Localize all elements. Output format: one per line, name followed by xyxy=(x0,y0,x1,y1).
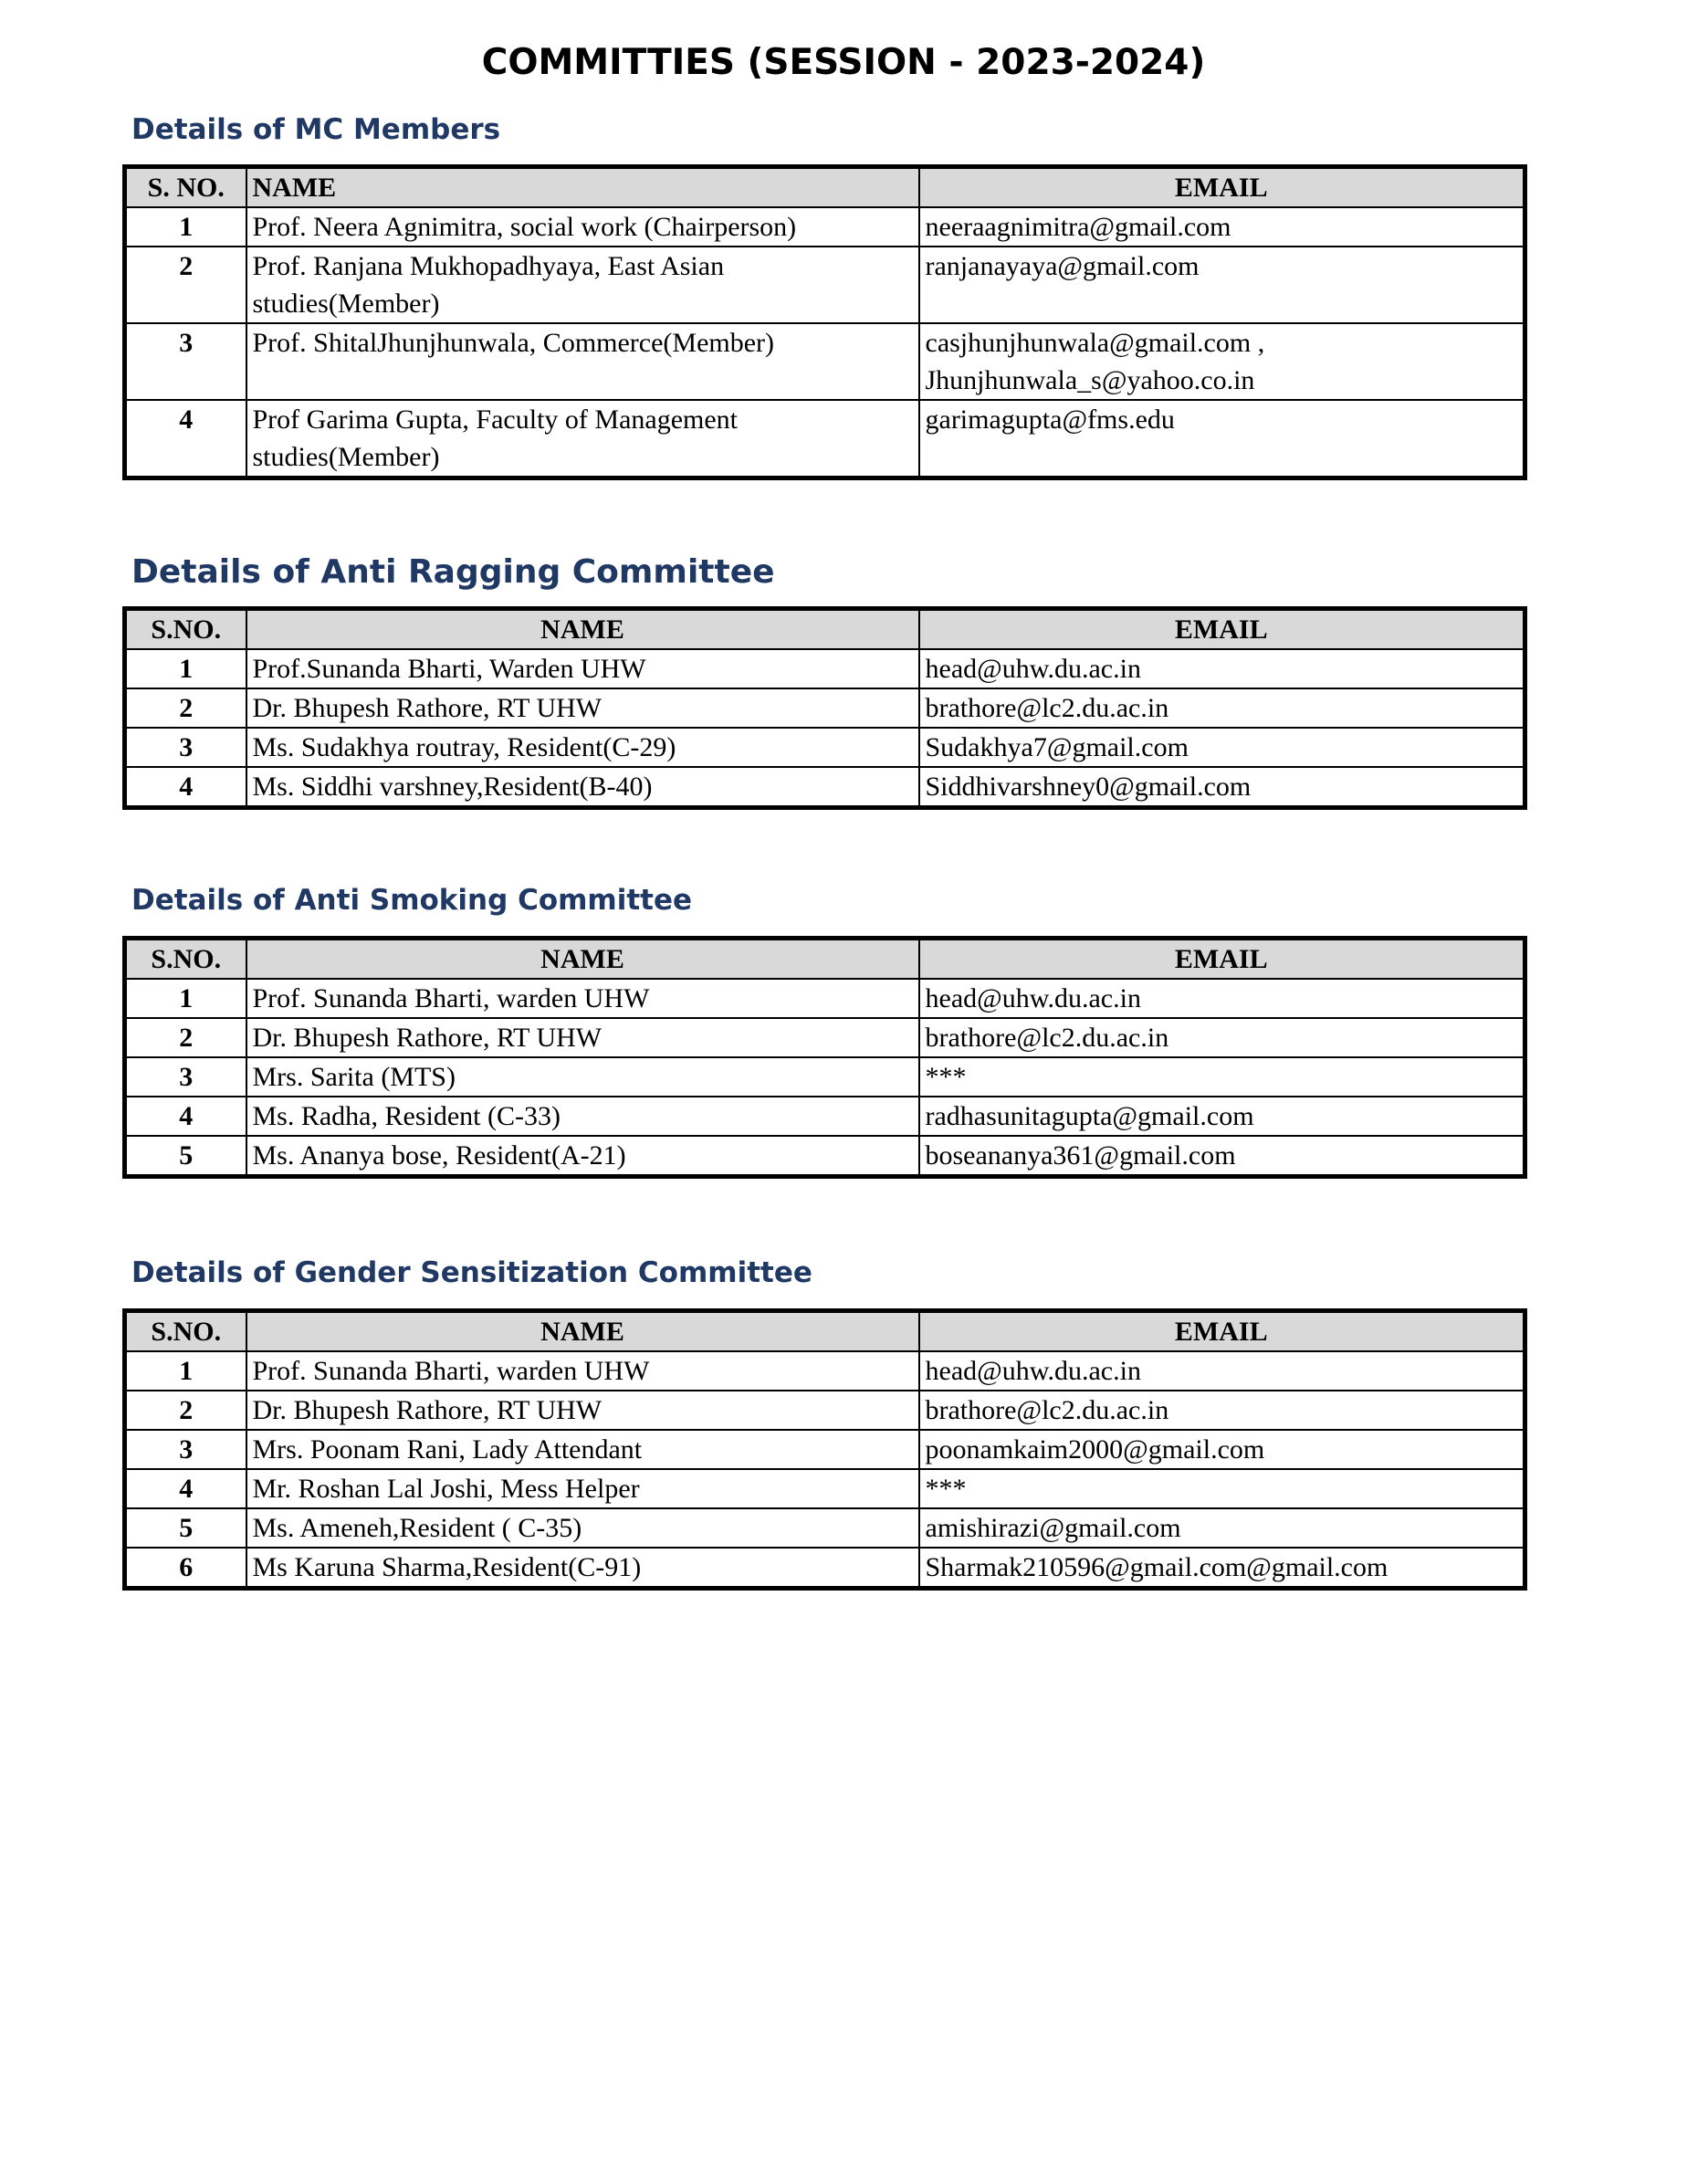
column-header-sno: S.NO. xyxy=(125,609,246,650)
name-cell: Mrs. Poonam Rani, Lady Attendant xyxy=(246,1430,919,1469)
name-cell: Ms. Ameneh,Resident ( C-35) xyxy=(246,1508,919,1548)
mc-members-heading: Details of MC Members xyxy=(131,113,501,146)
sno-cell: 2 xyxy=(125,1018,246,1057)
table-row xyxy=(125,1430,1525,1469)
sno-cell: 1 xyxy=(125,207,246,247)
sno-cell: 2 xyxy=(125,1391,246,1430)
sno-cell: 6 xyxy=(125,1548,246,1589)
column-header-name: NAME xyxy=(246,167,919,208)
name-cell: Prof. Ranjana Mukhopadhyaya, East Asian studies(Member) xyxy=(246,247,919,323)
sno-cell: 5 xyxy=(125,1508,246,1548)
column-header-email: EMAIL xyxy=(919,939,1525,980)
column-header-email: EMAIL xyxy=(919,609,1525,650)
name-cell: Dr. Bhupesh Rathore, RT UHW xyxy=(246,1391,919,1430)
table-row xyxy=(125,1351,1525,1391)
name-cell: Ms. Ananya bose, Resident(A-21) xyxy=(246,1136,919,1177)
name-cell: Prof Garima Gupta, Faculty of Management studies(Member) xyxy=(246,400,919,478)
sno-cell: 1 xyxy=(125,979,246,1018)
sno-cell: 3 xyxy=(125,728,246,767)
sno-cell: 1 xyxy=(125,649,246,688)
table-row xyxy=(125,1136,1525,1177)
email-cell: Sudakhya7@gmail.com xyxy=(919,728,1525,767)
sno-cell: 3 xyxy=(125,1057,246,1097)
name-cell: Dr. Bhupesh Rathore, RT UHW xyxy=(246,688,919,728)
name-cell: Mr. Roshan Lal Joshi, Mess Helper xyxy=(246,1469,919,1508)
anti-ragging-table xyxy=(122,606,1527,810)
column-header-sno: S.NO. xyxy=(125,939,246,980)
column-header-email: EMAIL xyxy=(919,1311,1525,1352)
anti-smoking-table xyxy=(122,936,1527,1179)
gender-sensitization-table xyxy=(122,1308,1527,1591)
name-cell: Ms. Siddhi varshney,Resident(B-40) xyxy=(246,767,919,808)
column-header-email: EMAIL xyxy=(919,167,1525,208)
table-row xyxy=(125,1469,1525,1508)
sno-cell: 4 xyxy=(125,767,246,808)
gender-sensitization-heading: Details of Gender Sensitization Committee xyxy=(131,1256,812,1289)
name-cell: Prof. ShitalJhunjhunwala, Commerce(Member) xyxy=(246,323,919,400)
table-row xyxy=(125,1508,1525,1548)
sno-cell: 3 xyxy=(125,1430,246,1469)
sno-cell: 3 xyxy=(125,323,246,400)
anti-ragging-heading: Details of Anti Ragging Committee xyxy=(131,553,775,591)
column-header-name: NAME xyxy=(246,939,919,980)
sno-cell: 2 xyxy=(125,247,246,323)
name-cell: Ms Karuna Sharma,Resident(C-91) xyxy=(246,1548,919,1589)
table-row xyxy=(125,247,1525,323)
email-cell: amishirazi@gmail.com xyxy=(919,1508,1525,1548)
sno-cell: 1 xyxy=(125,1351,246,1391)
page-title: COMMITTIES (SESSION - 2023-2024) xyxy=(481,42,1206,83)
column-header-sno: S. NO. xyxy=(125,167,246,208)
sno-cell: 4 xyxy=(125,1469,246,1508)
name-cell: Dr. Bhupesh Rathore, RT UHW xyxy=(246,1018,919,1057)
table-row xyxy=(125,1057,1525,1097)
sno-cell: 2 xyxy=(125,688,246,728)
column-header-name: NAME xyxy=(246,609,919,650)
email-cell: neeraagnimitra@gmail.com xyxy=(919,207,1525,247)
email-cell: head@uhw.du.ac.in xyxy=(919,649,1525,688)
table-row xyxy=(125,688,1525,728)
table-row xyxy=(125,207,1525,247)
table-header-row xyxy=(125,939,1525,980)
name-cell: Ms. Sudakhya routray, Resident(C-29) xyxy=(246,728,919,767)
name-cell: Prof. Sunanda Bharti, warden UHW xyxy=(246,1351,919,1391)
table-row xyxy=(125,728,1525,767)
email-cell: ranjanayaya@gmail.com xyxy=(919,247,1525,323)
table-row xyxy=(125,323,1525,400)
column-header-sno: S.NO. xyxy=(125,1311,246,1352)
email-cell: *** xyxy=(919,1469,1525,1508)
email-cell: brathore@lc2.du.ac.in xyxy=(919,688,1525,728)
table-row xyxy=(125,979,1525,1018)
email-cell: brathore@lc2.du.ac.in xyxy=(919,1391,1525,1430)
email-cell: Siddhivarshney0@gmail.com xyxy=(919,767,1525,808)
email-cell: radhasunitagupta@gmail.com xyxy=(919,1097,1525,1136)
email-cell: *** xyxy=(919,1057,1525,1097)
table-header-row xyxy=(125,609,1525,650)
table-header-row xyxy=(125,1311,1525,1352)
name-cell: Prof.Sunanda Bharti, Warden UHW xyxy=(246,649,919,688)
email-cell: head@uhw.du.ac.in xyxy=(919,1351,1525,1391)
mc-members-table xyxy=(122,164,1527,480)
sno-cell: 5 xyxy=(125,1136,246,1177)
sno-cell: 4 xyxy=(125,400,246,478)
email-cell: boseananya361@gmail.com xyxy=(919,1136,1525,1177)
anti-smoking-heading: Details of Anti Smoking Committee xyxy=(131,884,693,917)
table-row xyxy=(125,1548,1525,1589)
email-cell: head@uhw.du.ac.in xyxy=(919,979,1525,1018)
table-row xyxy=(125,400,1525,478)
table-row xyxy=(125,1097,1525,1136)
name-cell: Ms. Radha, Resident (C-33) xyxy=(246,1097,919,1136)
table-row xyxy=(125,1391,1525,1430)
name-cell: Prof. Neera Agnimitra, social work (Chairperson) xyxy=(246,207,919,247)
column-header-name: NAME xyxy=(246,1311,919,1352)
name-cell: Mrs. Sarita (MTS) xyxy=(246,1057,919,1097)
table-row xyxy=(125,649,1525,688)
sno-cell: 4 xyxy=(125,1097,246,1136)
email-cell: poonamkaim2000@gmail.com xyxy=(919,1430,1525,1469)
email-cell: brathore@lc2.du.ac.in xyxy=(919,1018,1525,1057)
email-cell: casjhunjhunwala@gmail.com , Jhunjhunwala_s@yahoo.co.in xyxy=(919,323,1525,400)
table-row xyxy=(125,767,1525,808)
name-cell: Prof. Sunanda Bharti, warden UHW xyxy=(246,979,919,1018)
table-row xyxy=(125,1018,1525,1057)
email-cell: garimagupta@fms.edu xyxy=(919,400,1525,478)
table-header-row xyxy=(125,167,1525,208)
email-cell: Sharmak210596@gmail.com@gmail.com xyxy=(919,1548,1525,1589)
